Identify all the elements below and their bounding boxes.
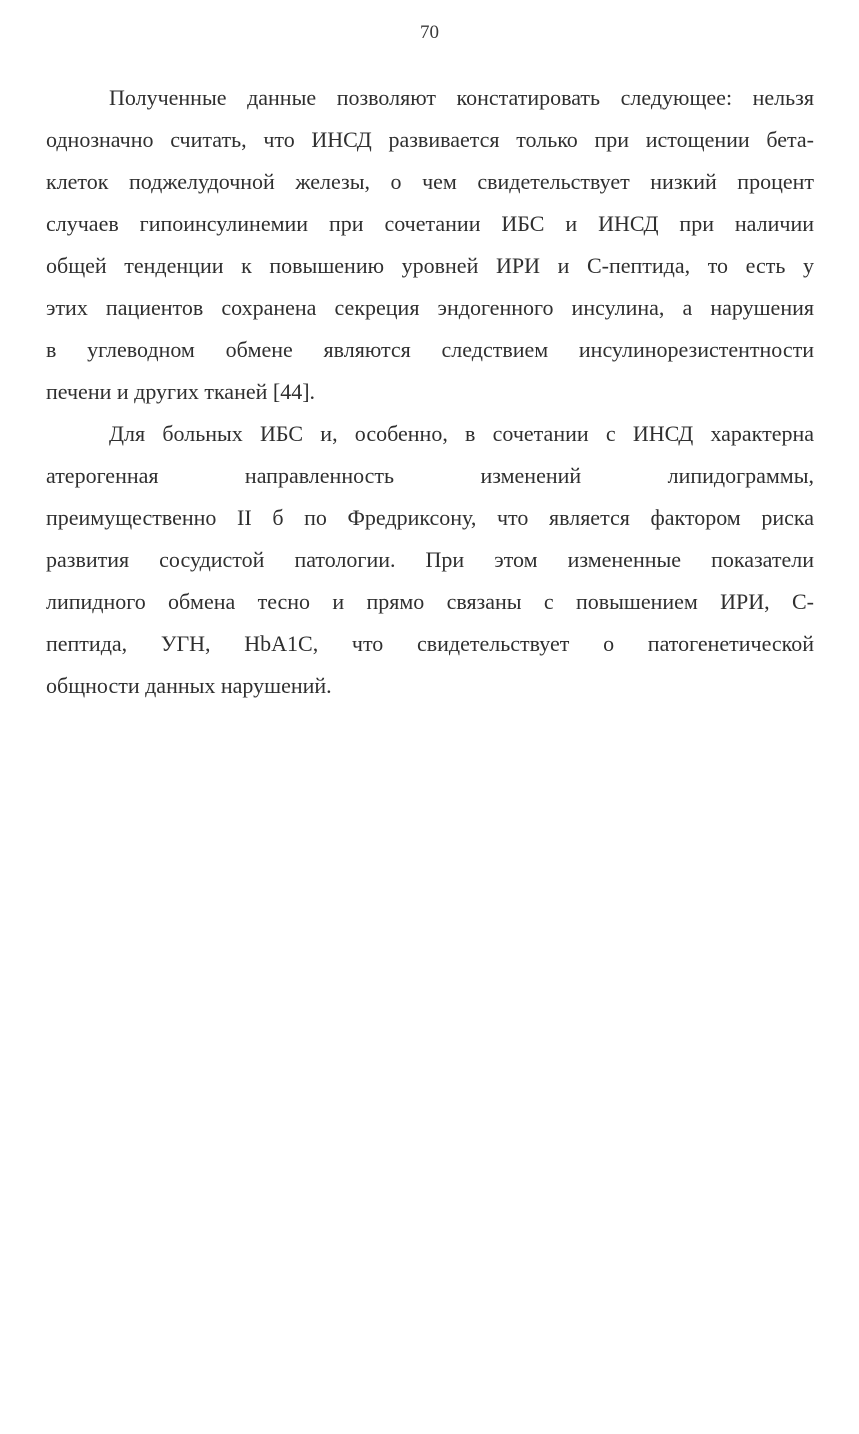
text-line: липидного обмена тесно и прямо связаны с повышением ИРИ, С- xyxy=(46,589,814,614)
text-line: в углеводном обмене являются следствием инсулинорезистентности xyxy=(46,337,814,362)
paragraph-1 xyxy=(46,77,814,413)
text-line: клеток поджелудочной железы, о чем свидетельствует низкий процент xyxy=(46,169,814,194)
page-number: 70 xyxy=(420,22,439,43)
text-line: Для больных ИБС и, особенно, в сочетании с ИНСД характерна xyxy=(109,421,814,446)
text-line: пептида, УГН, HbA1C, что свидетельствует о патогенетической xyxy=(46,631,814,656)
text-line: случаев гипоинсулинемии при сочетании ИБС и ИНСД при наличии xyxy=(46,211,814,236)
text-line: общности данных нарушений. xyxy=(46,673,332,698)
body-text xyxy=(46,77,814,707)
text-line: развития сосудистой патологии. При этом измененные показатели xyxy=(46,547,814,572)
text-line: печени и других тканей [44]. xyxy=(46,379,316,404)
paragraph-2 xyxy=(46,413,814,707)
text-line: этих пациентов сохранена секреция эндогенного инсулина, а нарушения xyxy=(46,295,814,320)
text-line: общей тенденции к повышению уровней ИРИ и С-пептида, то есть у xyxy=(46,253,814,278)
text-line: преимущественно II б по Фредриксону, что является фактором риска xyxy=(46,505,814,530)
text-line: однозначно считать, что ИНСД развивается только при истощении бета- xyxy=(46,127,814,152)
text-line: Полученные данные позволяют констатировать следующее: нельзя xyxy=(109,85,814,110)
text-line: атерогенная направленность изменений липидограммы, xyxy=(46,463,814,488)
